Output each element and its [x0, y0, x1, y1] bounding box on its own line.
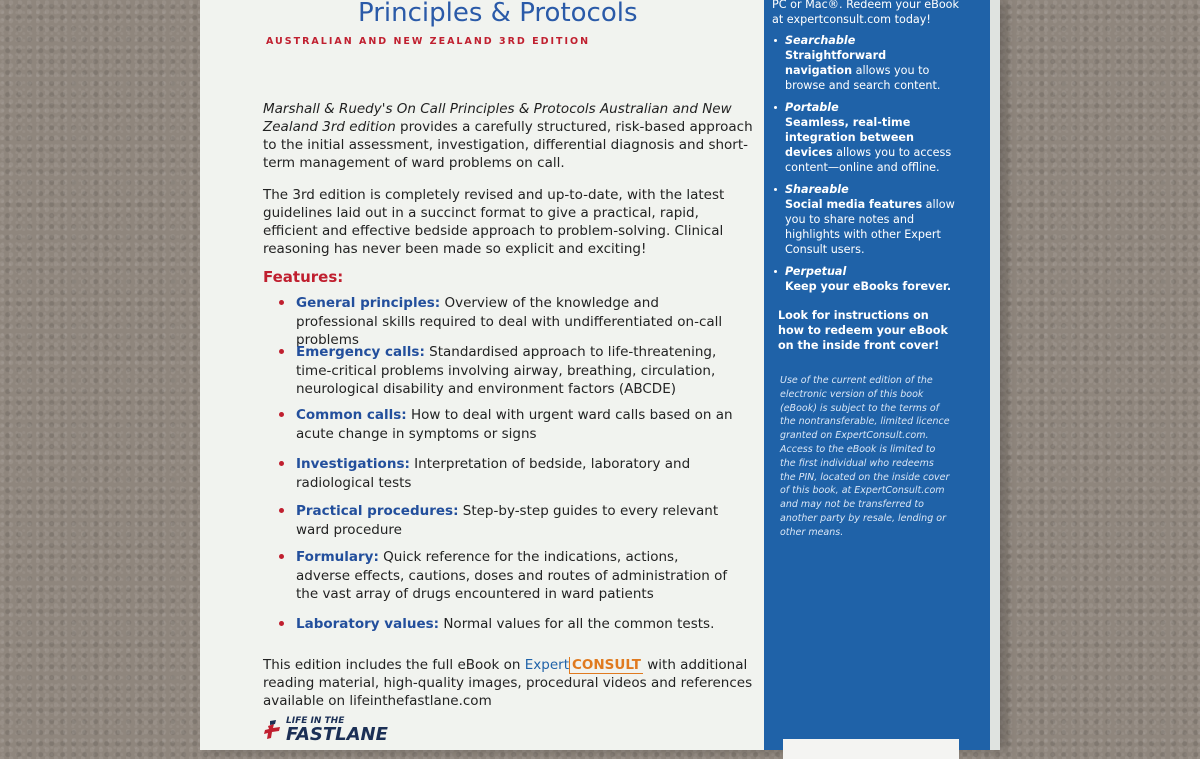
features-heading: Features:: [263, 268, 344, 286]
bullet-icon: [279, 300, 284, 305]
panel-item-strong: Social media features: [785, 198, 923, 211]
bullet-icon: [774, 39, 777, 42]
ebook-note-post: with additional reading material, high-quality images, procedural videos and references available on lifeinthefastlane.com: [263, 657, 753, 709]
bullet-icon: [279, 412, 284, 417]
feature-item: [296, 294, 736, 350]
panel-intro: PC or Mac®. Redeem your eBook at expertconsult.com today!: [772, 0, 959, 26]
logo-big-text: FASTLANE: [286, 724, 388, 745]
book-title: Principles & Protocols: [358, 0, 638, 28]
panel-instructions: Look for instructions on how to redeem your eBook on the inside front cover!: [778, 309, 948, 352]
feature-desc: Quick reference for the indications, actions, adverse effects, cautions, doses and routes of administration of the vast array of drugs encountered in ward patients: [296, 549, 728, 602]
panel-item-label: Portable: [785, 101, 839, 114]
bullet-icon: [774, 188, 777, 191]
panel-item-strong: Seamless, real-time integration between devices: [785, 116, 914, 159]
feature-term: General principles:: [296, 295, 441, 311]
panel-item-shareable: [785, 182, 955, 257]
feature-item: [296, 343, 736, 399]
feature-item: [296, 406, 736, 443]
feature-desc: Overview of the knowledge and professional skills required to deal with undifferentiated on-call problems: [296, 295, 723, 348]
expert-consult-logo-expert: Expert: [524, 657, 569, 673]
feature-item: [296, 455, 736, 492]
ebook-note: [263, 656, 753, 710]
ebook-note-pre: This edition includes the full eBook on: [263, 657, 525, 673]
intro-paragraph-2: The 3rd edition is completely revised and up-to-date, with the latest guidelines laid out in a succinct format to give a practical, rapid, efficient and effective bedside approach to problem-solving. Clinical reasoning has never been made so explicit and exciting!: [263, 187, 725, 257]
bullet-icon: [279, 349, 284, 354]
feature-term: Common calls:: [296, 407, 407, 423]
intro-description: provides a carefully structured, risk-based approach to the initial assessment, investigation, differential diagnosis and short-term management of ward problems on call.: [263, 119, 753, 171]
feature-term: Laboratory values:: [296, 616, 440, 632]
panel-item-perpetual: [785, 264, 955, 294]
panel-fine-print: Use of the current edition of the electronic version of this book (eBook) is subject to the terms of the nontransferable, limited licence granted on ExpertConsult.com. Access to the eBook is limited to the first individual who redeems the PIN, located on the inside cover of this book, at ExpertConsult.com and may not be transferred to another party by resale, lending or other means.: [780, 375, 950, 538]
feature-desc: Step-by-step guides to every relevant ward procedure: [296, 503, 719, 538]
feature-term: Practical procedures:: [296, 503, 459, 519]
fastlane-cross-icon: [264, 718, 284, 742]
intro-book-name: Marshall & Ruedy's On Call Principles & Protocols Australian and New Zealand 3rd edition: [263, 101, 732, 135]
panel-item-label: Searchable: [785, 34, 856, 47]
bullet-icon: [279, 621, 284, 626]
feature-desc: How to deal with urgent ward calls based on an acute change in symptoms or signs: [296, 407, 733, 442]
panel-item-searchable: [785, 33, 955, 93]
life-in-the-fastlane-logo: [264, 716, 404, 746]
edition-label: AUSTRALIAN AND NEW ZEALAND 3RD EDITION: [266, 36, 591, 47]
panel-item-rest: allows you to access content—online and offline.: [785, 146, 952, 174]
panel-item-label: Shareable: [785, 183, 849, 196]
cover-edge: [990, 0, 1000, 750]
expert-consult-logo-consult: CONSULT: [569, 657, 643, 674]
bullet-icon: [279, 554, 284, 559]
feature-item: [296, 548, 736, 604]
feature-item: [296, 502, 736, 539]
intro-paragraph-1: [263, 100, 753, 172]
barcode-sticker: [783, 739, 959, 759]
feature-desc: Standardised approach to life-threatening, time-critical problems involving airway, breathing, circulation, neurological disability and environment factors (ABCDE): [296, 344, 717, 397]
feature-term: Formulary:: [296, 549, 379, 565]
bullet-icon: [774, 106, 777, 109]
panel-item-label: Perpetual: [785, 265, 847, 278]
panel-item-rest: allows you to browse and search content.: [785, 64, 941, 92]
feature-term: Investigations:: [296, 456, 410, 472]
panel-item-strong: Keep your eBooks forever.: [785, 280, 952, 293]
feature-item: [296, 615, 736, 634]
panel-item-rest: allow you to share notes and highlights with other Expert Consult users.: [785, 198, 955, 256]
bullet-icon: [279, 508, 284, 513]
feature-desc: Interpretation of bedside, laboratory and radiological tests: [296, 456, 691, 491]
bullet-icon: [279, 461, 284, 466]
panel-item-strong: Straightforward navigation: [785, 49, 887, 77]
logo-small-text: LIFE IN THE: [286, 716, 345, 726]
bullet-icon: [774, 270, 777, 273]
panel-item-portable: [785, 100, 955, 175]
feature-desc: Normal values for all the common tests.: [439, 616, 715, 632]
feature-term: Emergency calls:: [296, 344, 425, 360]
